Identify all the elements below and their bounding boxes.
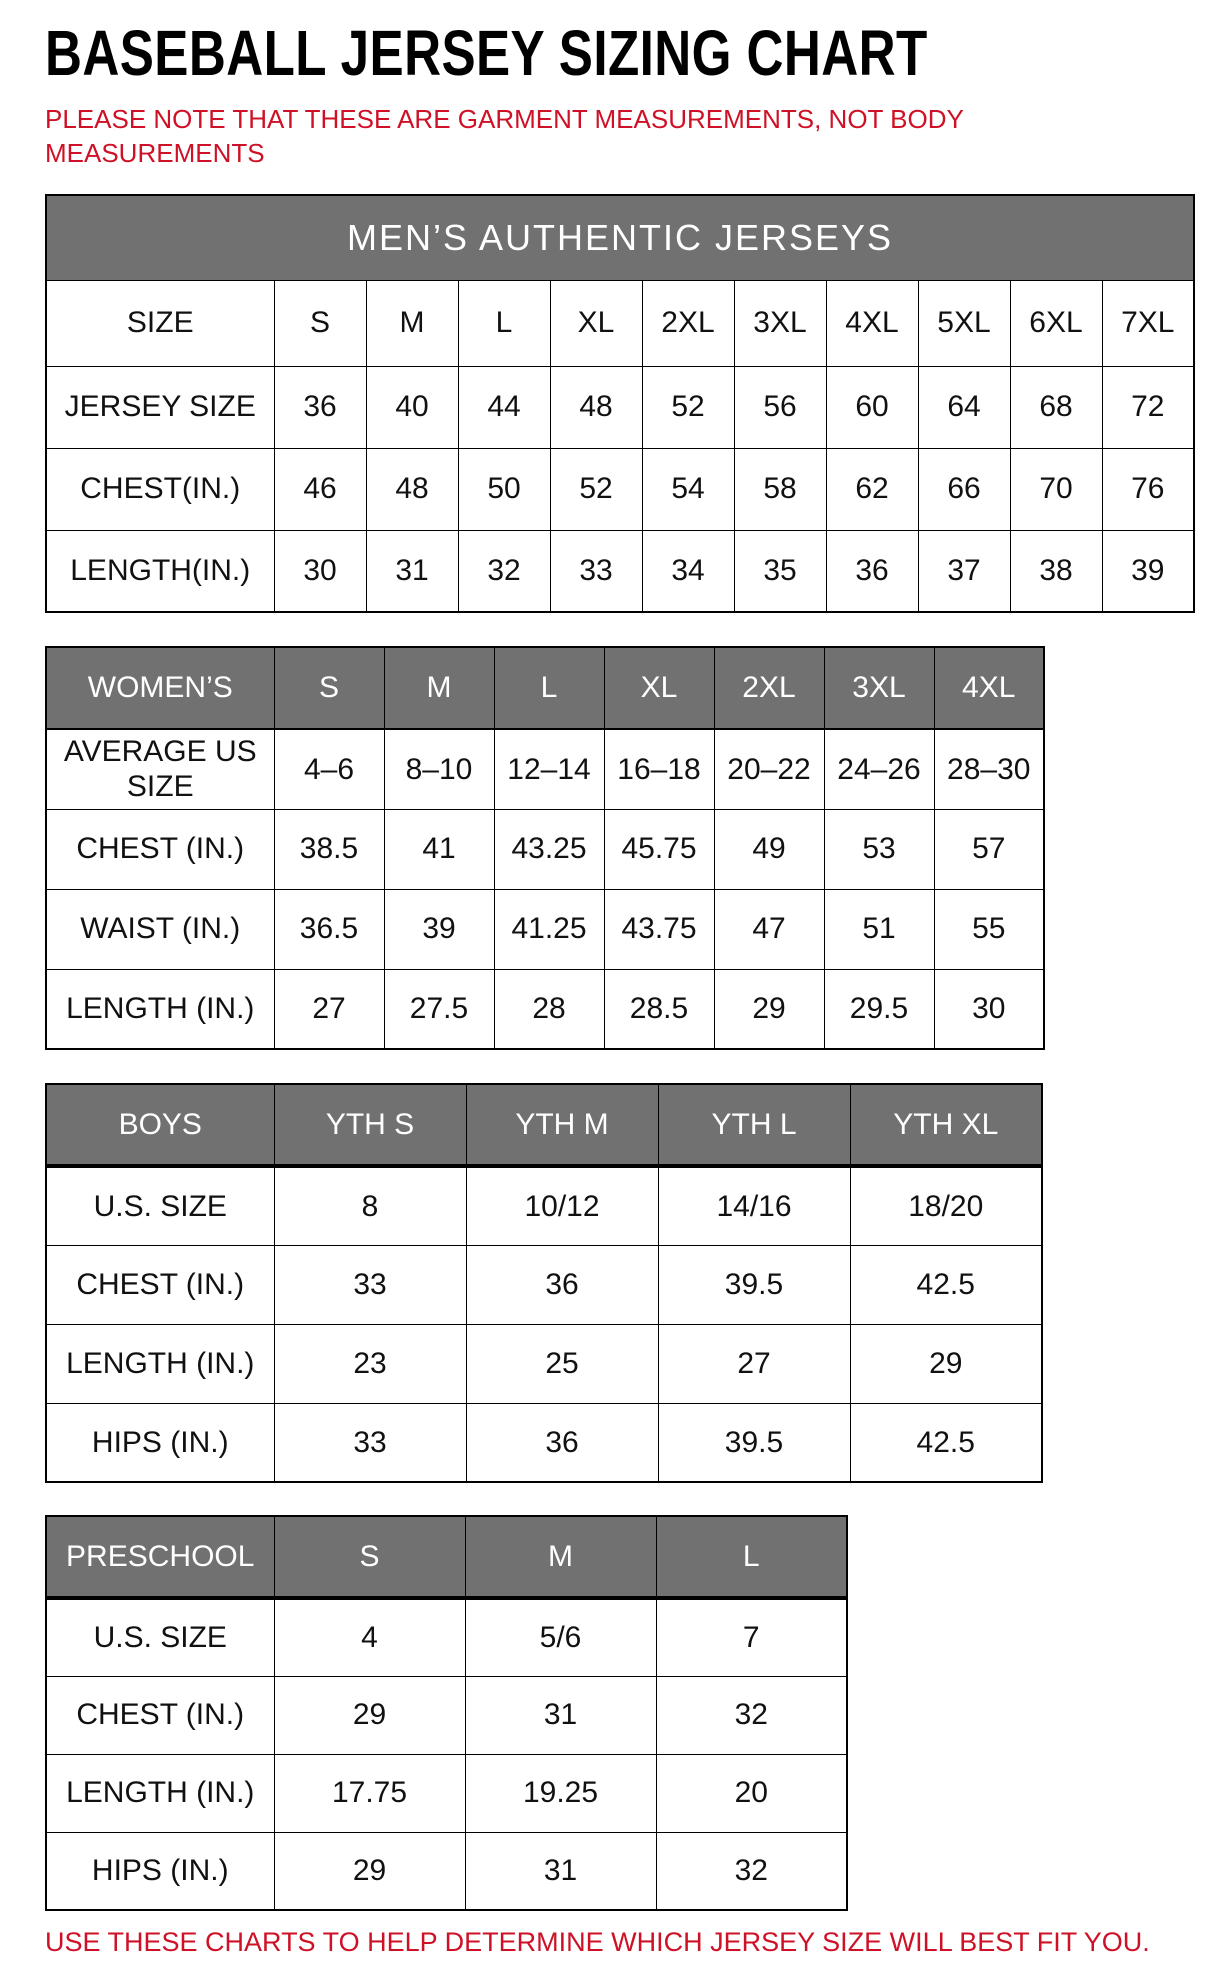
value-cell: 17.75 [274,1754,465,1832]
value-cell: 68 [1010,366,1102,448]
value-cell: 48 [550,366,642,448]
boys-header-cell: BOYS [46,1084,274,1166]
column-header-cell: YTH XL [850,1084,1042,1166]
value-cell: 29 [274,1676,465,1754]
value-cell: 66 [918,448,1010,530]
womens-header-cell: WOMEN’S [46,647,274,729]
value-cell: 19.25 [465,1754,656,1832]
column-header-cell: L [458,280,550,366]
column-header-cell: 5XL [918,280,1010,366]
row-label-cell: CHEST (IN.) [46,809,274,889]
column-header-cell: M [366,280,458,366]
value-cell: 8 [274,1166,466,1245]
value-cell: 25 [466,1324,658,1403]
column-header-cell: M [465,1516,656,1598]
value-cell: 31 [366,530,458,612]
value-cell: 44 [458,366,550,448]
value-cell: 52 [642,366,734,448]
value-cell: 72 [1102,366,1194,448]
column-header-cell: 3XL [824,647,934,729]
column-header-cell: 2XL [642,280,734,366]
value-cell: 39.5 [658,1245,850,1324]
row-label-cell: U.S. SIZE [46,1598,274,1676]
column-header-cell: YTH M [466,1084,658,1166]
column-header-cell: 6XL [1010,280,1102,366]
value-cell: 34 [642,530,734,612]
value-cell: 4 [274,1598,465,1676]
column-header-cell: 3XL [734,280,826,366]
value-cell: 32 [656,1832,847,1910]
value-cell: 58 [734,448,826,530]
row-label-cell: CHEST (IN.) [46,1245,274,1324]
row-label-cell: U.S. SIZE [46,1166,274,1245]
row-label-cell: HIPS (IN.) [46,1832,274,1910]
value-cell: 33 [274,1403,466,1482]
row-label-cell: SIZE [46,280,274,366]
row-label-cell: AVERAGE US SIZE [46,729,274,809]
value-cell: 35 [734,530,826,612]
value-cell: 29 [714,969,824,1049]
preschool-table [45,1515,848,1911]
value-cell: 24–26 [824,729,934,809]
value-cell: 32 [458,530,550,612]
value-cell: 18/20 [850,1166,1042,1245]
column-header-cell: 7XL [1102,280,1194,366]
value-cell: 28 [494,969,604,1049]
value-cell: 23 [274,1324,466,1403]
value-cell: 62 [826,448,918,530]
column-header-cell: S [274,1516,465,1598]
value-cell: 30 [934,969,1044,1049]
value-cell: 51 [824,889,934,969]
column-header-cell: 2XL [714,647,824,729]
mens-authentic-jerseys-table [45,194,1195,613]
value-cell: 20 [656,1754,847,1832]
value-cell: 48 [366,448,458,530]
value-cell: 27.5 [384,969,494,1049]
value-cell: 12–14 [494,729,604,809]
value-cell: 38 [1010,530,1102,612]
value-cell: 42.5 [850,1403,1042,1482]
value-cell: 5/6 [465,1598,656,1676]
value-cell: 53 [824,809,934,889]
value-cell: 7 [656,1598,847,1676]
womens-table [45,646,1045,1050]
garment-measurements-note: PLEASE NOTE THAT THESE ARE GARMENT MEASUREMENTS, NOT BODY MEASUREMENTS [45,103,964,168]
value-cell: 43.25 [494,809,604,889]
column-header-cell: XL [604,647,714,729]
value-cell: 64 [918,366,1010,448]
mens-table-banner: MEN’S AUTHENTIC JERSEYS [46,195,1194,280]
value-cell: 41 [384,809,494,889]
row-label-cell: WAIST (IN.) [46,889,274,969]
column-header-cell: M [384,647,494,729]
value-cell: 38.5 [274,809,384,889]
value-cell: 70 [1010,448,1102,530]
row-label-cell: HIPS (IN.) [46,1403,274,1482]
value-cell: 57 [934,809,1044,889]
row-label-cell: JERSEY SIZE [46,366,274,448]
value-cell: 47 [714,889,824,969]
value-cell: 33 [274,1245,466,1324]
value-cell: 27 [658,1324,850,1403]
value-cell: 56 [734,366,826,448]
value-cell: 36 [466,1245,658,1324]
value-cell: 14/16 [658,1166,850,1245]
value-cell: 36 [826,530,918,612]
column-header-cell: 4XL [826,280,918,366]
value-cell: 39 [1102,530,1194,612]
fit-advice-note: USE THESE CHARTS TO HELP DETERMINE WHICH JERSEY SIZE WILL BEST FIT YOU. [45,1927,1150,1958]
value-cell: 30 [274,530,366,612]
value-cell: 55 [934,889,1044,969]
value-cell: 37 [918,530,1010,612]
value-cell: 36 [274,366,366,448]
value-cell: 32 [656,1676,847,1754]
row-label-cell: LENGTH(IN.) [46,530,274,612]
column-header-cell: S [274,647,384,729]
value-cell: 41.25 [494,889,604,969]
value-cell: 31 [465,1832,656,1910]
value-cell: 29 [274,1832,465,1910]
value-cell: 42.5 [850,1245,1042,1324]
value-cell: 29 [850,1324,1042,1403]
value-cell: 10/12 [466,1166,658,1245]
value-cell: 50 [458,448,550,530]
preschool-header-cell: PRESCHOOL [46,1516,274,1598]
row-label-cell: LENGTH (IN.) [46,1324,274,1403]
value-cell: 36 [466,1403,658,1482]
value-cell: 46 [274,448,366,530]
row-label-cell: LENGTH (IN.) [46,969,274,1049]
value-cell: 36.5 [274,889,384,969]
value-cell: 49 [714,809,824,889]
column-header-cell: S [274,280,366,366]
value-cell: 8–10 [384,729,494,809]
value-cell: 39 [384,889,494,969]
page-title: BASEBALL JERSEY SIZING CHART [45,17,928,89]
column-header-cell: XL [550,280,642,366]
value-cell: 45.75 [604,809,714,889]
value-cell: 31 [465,1676,656,1754]
value-cell: 52 [550,448,642,530]
column-header-cell: YTH S [274,1084,466,1166]
column-header-cell: L [494,647,604,729]
value-cell: 27 [274,969,384,1049]
value-cell: 76 [1102,448,1194,530]
value-cell: 16–18 [604,729,714,809]
value-cell: 54 [642,448,734,530]
value-cell: 39.5 [658,1403,850,1482]
value-cell: 29.5 [824,969,934,1049]
value-cell: 43.75 [604,889,714,969]
row-label-cell: LENGTH (IN.) [46,1754,274,1832]
value-cell: 60 [826,366,918,448]
column-header-cell: L [656,1516,847,1598]
boys-table [45,1083,1043,1483]
value-cell: 20–22 [714,729,824,809]
value-cell: 28–30 [934,729,1044,809]
value-cell: 4–6 [274,729,384,809]
value-cell: 40 [366,366,458,448]
row-label-cell: CHEST(IN.) [46,448,274,530]
value-cell: 33 [550,530,642,612]
column-header-cell: 4XL [934,647,1044,729]
value-cell: 28.5 [604,969,714,1049]
row-label-cell: CHEST (IN.) [46,1676,274,1754]
column-header-cell: YTH L [658,1084,850,1166]
